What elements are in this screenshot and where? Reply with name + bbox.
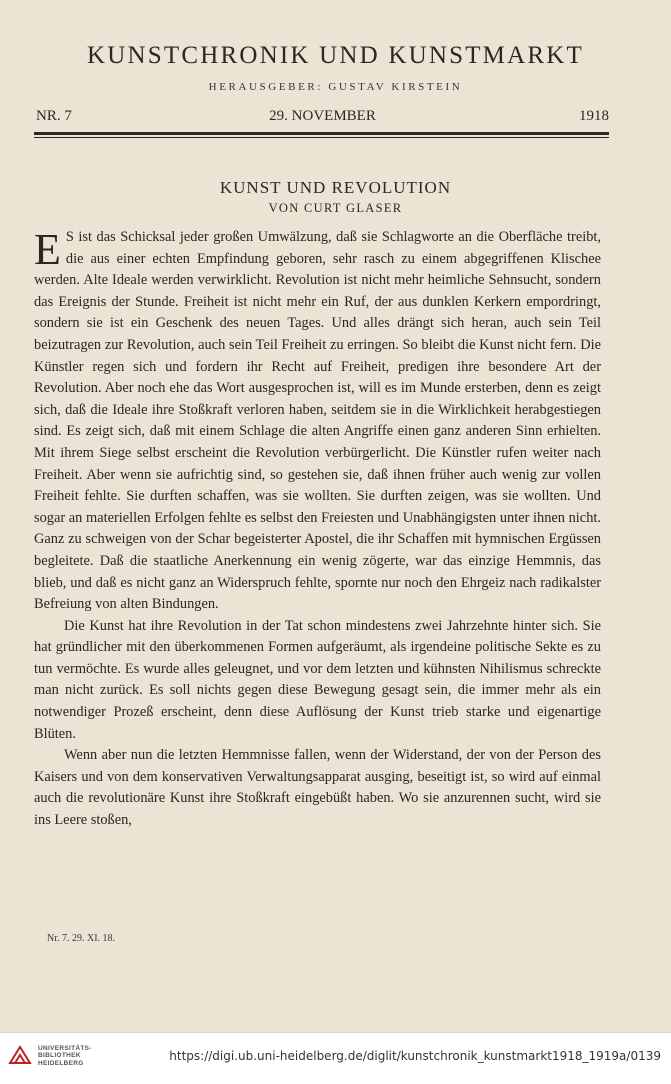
logo-line-2: BIBLIOTHEK [38, 1052, 81, 1060]
article-title: KUNST UND REVOLUTION [219, 178, 452, 197]
drop-cap: E [34, 225, 61, 274]
paragraph-3: Wenn aber nun die letzten Hemmnisse fallen, wenn der Widerstand, der von der Person des Kaisers und von dem konservativen Verwaltungsapparat ausging, beseitigt ist, so wird auf einmal auch die revolutionäre Kunst ihre Stoßkraft eingebüßt haben. Wo sie anzurennen sucht, wird sie ins Leere stoßen, [34, 747, 601, 829]
source-url-link[interactable]: https://digi.ub.uni-heidelberg.de/diglit/kunstchronik_kunstmarkt1918_1919a/0139 [169, 1049, 661, 1063]
issue-number: NR. 7 [36, 108, 72, 124]
masthead-subtitle: HERAUSGEBER: GUSTAV KIRSTEIN [208, 81, 463, 93]
masthead-title: KUNSTCHRONIK UND KUNSTMARKT [87, 42, 584, 69]
header-rule-thick [34, 132, 609, 135]
library-logo-icon[interactable] [8, 1043, 32, 1067]
page-footnote: Nr. 7. 29. XI. 18. [47, 933, 116, 944]
logo-line-3: HEIDELBERG [38, 1059, 84, 1067]
issue-line [36, 108, 609, 128]
article-body [34, 227, 601, 832]
issue-year: 1918 [579, 108, 609, 124]
issue-date: 29. NOVEMBER [269, 108, 376, 124]
paragraph-2: Die Kunst hat ihre Revolution in der Tat schon mindestens zwei Jahrzehnte hinter sich. Sie hat gründlicher mit den überkommenen Formen aufgeräumt, als irgendeine politische Sekte es zu tun vermöchte. Es wurde alles geleugnet, und vor dem letzten und kühnsten Nihilismus schreckte man nicht zurück. Es soll nichts gegen diese Bewegung gesagt sein, die immer mehr als ein notwendiger Prozeß erscheint, denn diese Auflösung der Kunst trieb starke und eigenartige Blüten. [34, 617, 601, 742]
library-logo-text[interactable] [38, 1045, 92, 1067]
paragraph-1 [34, 227, 601, 616]
paragraph-1-text: S ist das Schicksal jeder großen Umwälzung, daß sie Schlagworte an die Oberfläche treibt, die aus einer echten Empfindung geboren, sehr rasch zu einem abgegriffenen Klischee werden. Alte Ideale werden verwirklicht. Revolution ist nicht mehr heimliche Sehnsucht, sondern das Ereignis der Stunde. Freiheit ist nicht mehr ein Ruf, der aus dunklen Kerkern empordringt, sondern sie ist ein Geschenk des neuen Tages. Und alles drängt sich heran, auch sein Teil beizutragen zur Revolution, auch sein Teil Freiheit zu erringen. So bleibt die Kunst nicht fern. Die Künstler regen sich und fordern ihr Recht auf Freiheit, predigen ihre besondere Art der Revolution. Aber noch ehe das Wort ausgesprochen ist, will es im Munde ersterben, denn es zeigt sich, daß die Ideale ihre Stoßkraft verloren haben, seitdem sie in die Wirklichkeit herabgestiegen sind. Es zeigt sich, daß mit einem Schlage die alten Angriffe einen ganz anderen Sinn erhielten. Mit ihrem Siege selbst erscheint die Revolution verbürgerlicht. Die Künstler rufen weiter nach Freiheit. Aber wenn sie aufrichtig sind, so gestehen sie, daß ihnen früher auch wenig zur vollen Freiheit fehlte. Sie durften schaffen, was sie wollten. Sie durften zeigen, was sie wollten. Und sogar an materiellen Erfolgen fehlte es selbst den Freiesten und Unabhängigsten unter ihnen nicht. Ganz zu schweigen von der Schar begeisterter Apostel, die ihr Schaffen mit hymnischen Ergüssen begleitete. Daß die staatliche Anerkennung ein wenig zögerte, war das einzige Hemmnis, das blieb, und daß es nicht ganz an Widerspruch fehlte, spornte nur noch den Ehrgeiz nach radikalster Befreiung von alten Bindungen. [34, 229, 601, 613]
article-author: VON CURT GLASER [268, 201, 403, 215]
header-rule-thin [34, 137, 609, 138]
logo-line-1: UNIVERSITÄTS- [38, 1045, 92, 1052]
